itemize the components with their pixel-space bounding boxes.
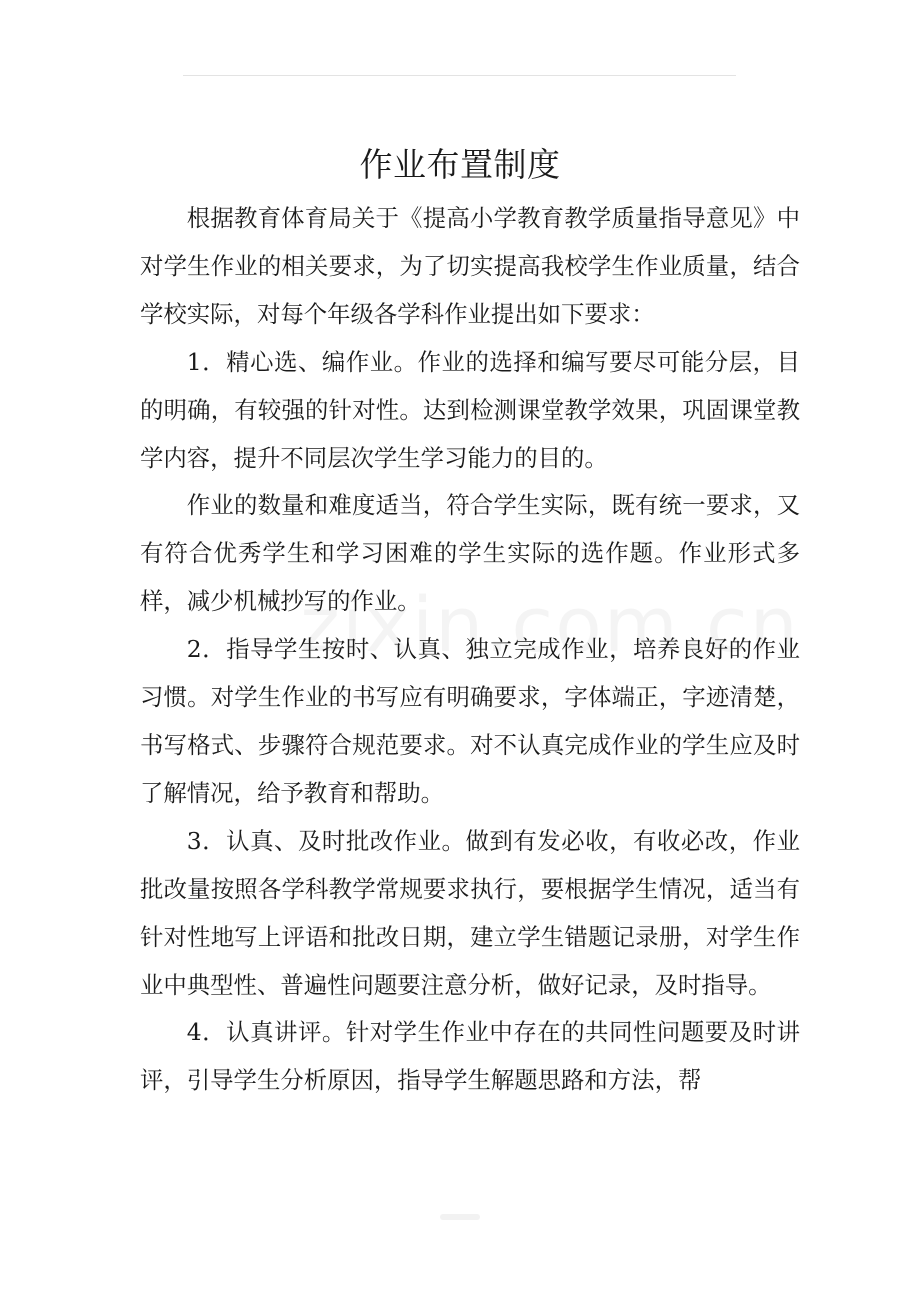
header-rule bbox=[183, 75, 736, 76]
document-body bbox=[140, 195, 800, 1105]
paragraph-item-1-continued: 作业的数量和难度适当，符合学生实际，既有统一要求，又有符合优秀学生和学习困难的学生实际的选作题。作业形式多样，减少机械抄写的作业。 bbox=[140, 491, 800, 616]
page-title: 作业布置制度 bbox=[359, 145, 561, 185]
footer-mark bbox=[440, 1214, 480, 1220]
paragraph-item-3: 3．认真、及时批改作业。做到有发必收，有收必改，作业批改量按照各学科教学常规要求执行，要根据学生情况，适当有针对性地写上评语和批改日期，建立学生错题记录册，对学生作业中典型性、普遍性问题要注意分析，做好记录，及时指导。 bbox=[140, 826, 800, 999]
paragraph-item-2: 2．指导学生按时、认真、独立完成作业，培养良好的作业习惯。对学生作业的书写应有明确要求，字体端正，字迹清楚，书写格式、步骤符合规范要求。对不认真完成作业的学生应及时了解情况，给予教育和帮助。 bbox=[140, 635, 800, 807]
paragraph-intro: 根据教育体育局关于《提高小学教育教学质量指导意见》中对学生作业的相关要求，为了切实提高我校学生作业质量，结合学校实际，对每个年级各学科作业提出如下要求： bbox=[140, 204, 800, 328]
paragraph-item-1: 1．精心选、编作业。作业的选择和编写要尽可能分层，目的明确，有较强的针对性。达到检测课堂教学效果，巩固课堂教学内容，提升不同层次学生学习能力的目的。 bbox=[140, 347, 800, 472]
paragraph-item-4: 4．认真讲评。针对学生作业中存在的共同性问题要及时讲评，引导学生分析原因，指导学生解题思路和方法，帮 bbox=[140, 1018, 800, 1095]
